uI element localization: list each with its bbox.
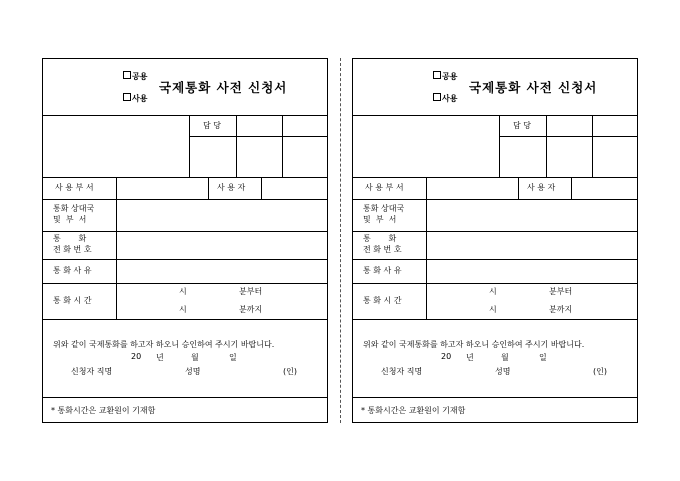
counterpart-row: 통화 상대국 및 부 서 (43, 199, 327, 232)
reason-row (353, 259, 637, 284)
date-year: 20 (441, 352, 452, 361)
reason-field[interactable] (427, 259, 637, 282)
phone-label: 통 화 (53, 234, 87, 243)
counterpart-row: 통화 상대국 및 부 서 (353, 199, 637, 232)
dept-field[interactable] (117, 177, 207, 198)
user-label: 사 용 자 (527, 183, 556, 192)
form-header (43, 59, 327, 116)
checkbox-icon (123, 93, 131, 101)
phone-label: 통 화 (363, 234, 397, 243)
declaration-text: 위와 같이 국제통화를 하고자 하오니 승인하여 주시기 바랍니다. (53, 340, 275, 349)
phone-row: 통 화 전 화 번 호 (43, 231, 327, 260)
application-form-right (352, 58, 638, 423)
user-label: 사 용 자 (217, 183, 246, 192)
counterpart-label: 통화 상대국 (53, 204, 95, 213)
seal-mark: (인) (593, 367, 607, 376)
checkbox-official[interactable]: 공용 (123, 71, 147, 82)
reason-field[interactable] (117, 259, 327, 282)
declaration-text: 위와 같이 국제통화를 하고자 하오니 승인하여 주시기 바랍니다. (363, 340, 585, 349)
counterpart-field[interactable] (117, 199, 327, 230)
user-field[interactable] (572, 177, 636, 198)
time-row: 통 화 시 간 시 분부터 시 분까지 (353, 283, 637, 320)
time-row: 통 화 시 간 시 분부터 시 분까지 (43, 283, 327, 320)
approval-section (353, 115, 637, 178)
dept-label: 사 용 부 서 (55, 183, 94, 192)
counterpart-field[interactable] (427, 199, 637, 230)
approval-sign-field[interactable] (500, 137, 545, 176)
checkbox-icon (433, 93, 441, 101)
application-form-left (42, 58, 328, 423)
approval-sign-field[interactable] (190, 137, 235, 176)
applicant-name: 성명 (185, 367, 201, 376)
approval-section (43, 115, 327, 178)
applicant-position: 신청자 직명 (71, 367, 113, 376)
counterpart-label: 통화 상대국 (363, 204, 405, 213)
time-label: 통 화 시 간 (53, 296, 92, 305)
declaration-section: 위와 같이 국제통화를 하고자 하오니 승인하여 주시기 바랍니다. 20 년 월 일 신청자 직명 성명 (인) (43, 319, 327, 398)
date-year: 20 (131, 352, 142, 361)
approval-label: 담 당 (203, 121, 221, 130)
phone-row: 통 화 전 화 번 호 (353, 231, 637, 260)
footnote: * 통화시간은 교환원이 기재함 (361, 406, 466, 415)
dept-row (353, 177, 637, 200)
form-title: 국제통화 사전 신청서 (159, 80, 288, 95)
checkbox-official[interactable]: 공용 (433, 71, 457, 82)
cut-line (340, 58, 341, 423)
user-field[interactable] (262, 177, 326, 198)
time-field[interactable] (117, 283, 327, 318)
time-field[interactable] (427, 283, 637, 318)
checkbox-private[interactable]: 사용 (123, 93, 147, 104)
time-label: 통 화 시 간 (363, 296, 402, 305)
approval-label: 담 당 (513, 121, 531, 130)
checkbox-private[interactable]: 사용 (433, 93, 457, 104)
form-header (353, 59, 637, 116)
reason-label: 통 화 사 유 (53, 266, 92, 275)
dept-field[interactable] (427, 177, 517, 198)
seal-mark: (인) (283, 367, 297, 376)
checkbox-icon (123, 71, 131, 79)
dept-row (43, 177, 327, 200)
applicant-name: 성명 (495, 367, 511, 376)
form-title: 국제통화 사전 신청서 (469, 80, 598, 95)
checkbox-icon (433, 71, 441, 79)
dept-label: 사 용 부 서 (365, 183, 404, 192)
footnote: * 통화시간은 교환원이 기재함 (51, 406, 156, 415)
applicant-position: 신청자 직명 (381, 367, 423, 376)
declaration-section: 위와 같이 국제통화를 하고자 하오니 승인하여 주시기 바랍니다. 20 년 월 일 신청자 직명 성명 (인) (353, 319, 637, 398)
reason-label: 통 화 사 유 (363, 266, 402, 275)
phone-field[interactable] (427, 231, 637, 258)
reason-row (43, 259, 327, 284)
phone-field[interactable] (117, 231, 327, 258)
